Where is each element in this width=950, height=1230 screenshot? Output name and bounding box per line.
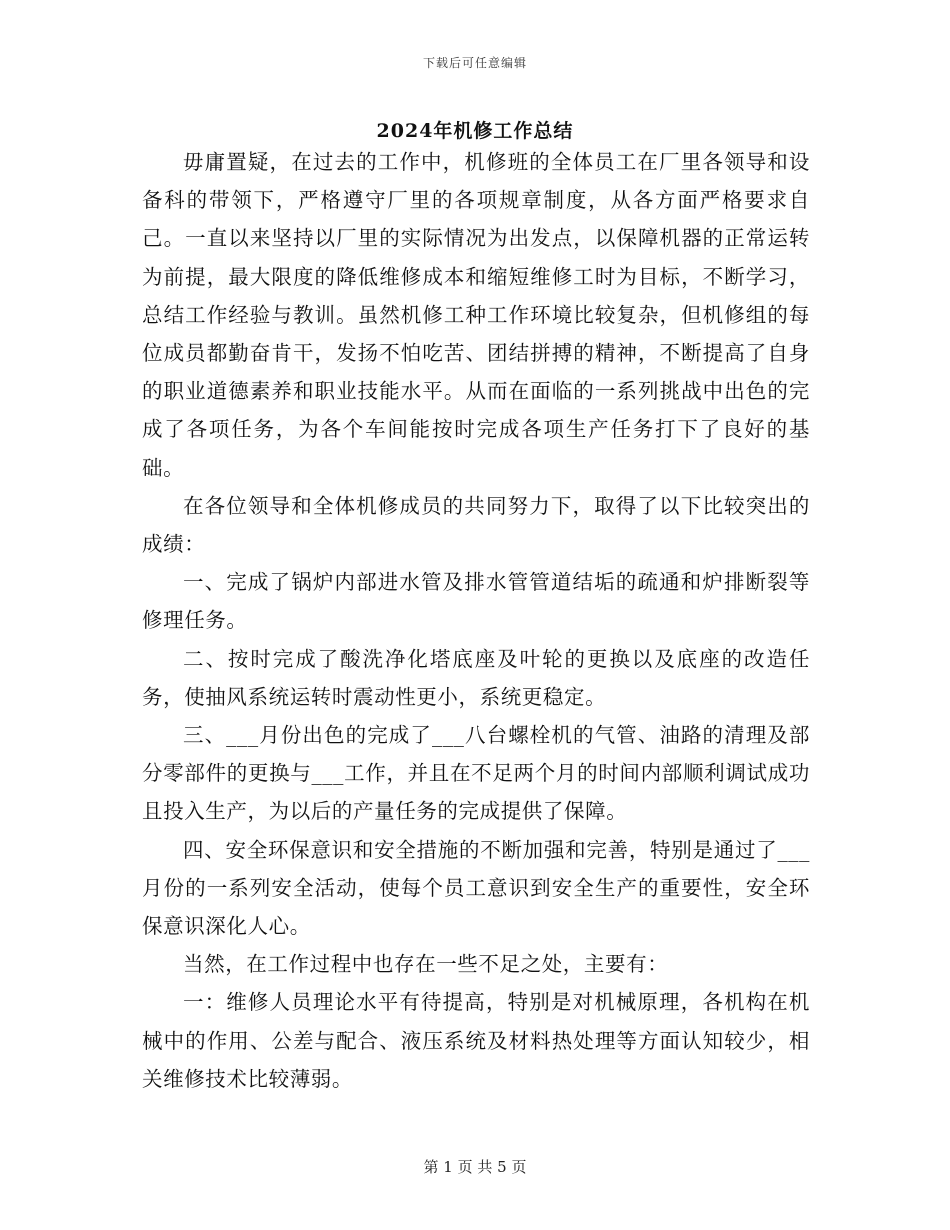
paragraph-achievement-4: 四、安全环保意识和安全措施的不断加强和完善，特别是通过了___月份的一系列安全活动，使每个员工意识到安全生产的重要性，安全环保意识深化人心。 [142, 837, 810, 939]
paragraph-achievements-lead: 在各位领导和全体机修成员的共同努力下，取得了以下比较突出的成绩： [142, 493, 810, 557]
paragraph-achievement-1: 一、完成了锅炉内部进水管及排水管管道结垢的疏通和炉排断裂等修理任务。 [142, 570, 810, 633]
paragraph-intro: 毋庸置疑，在过去的工作中，机修班的全体员工在厂里各领导和设备科的带领下，严格遵守厂里的各项规章制度，从各方面严格要求自己。一直以来坚持以厂里的实际情况为出发点，以保障机器的正常运转为前提，最大限度的降低维修成本和缩短维修工时为目标，不断学习，总结工作经验与教训。虽然机修工种工作环境比较复杂，但机修组的每位成员都勤奋肯干，发扬不怕吃苦、团结拼搏的精神，不断提高了自身的职业道德素养和职业技能水平。从而在面临的一系列挑战中出色的完成了各项任务，为各个车间能按时完成各项生产任务打下了良好的基础。 [142, 150, 810, 480]
paragraph-achievement-3: 三、___月份出色的完成了___八台螺栓机的气管、油路的清理及部分零部件的更换与___工作，并且在不足两个月的时间内部顺利调试成功且投入生产，为以后的产量任务的完成提供了保障。 [142, 723, 810, 824]
paragraph-shortcoming-1: 一：维修人员理论水平有待提高，特别是对机械原理，各机构在机械中的作用、公差与配合、液压系统及材料热处理等方面认知较少，相关维修技术比较薄弱。 [142, 990, 810, 1091]
download-note: 下载后可任意编辑 [422, 56, 527, 70]
document-title: 2024年机修工作总结 [376, 120, 574, 142]
document-body [142, 143, 810, 1098]
paragraph-shortcomings-lead: 当然，在工作过程中也存在一些不足之处，主要有： [183, 952, 669, 977]
page-number: 第 1 页 共 5 页 [423, 1158, 527, 1176]
paragraph-achievement-2: 二、按时完成了酸洗净化塔底座及叶轮的更换以及底座的改造任务，使抽风系统运转时震动性更小，系统更稳定。 [142, 646, 810, 709]
